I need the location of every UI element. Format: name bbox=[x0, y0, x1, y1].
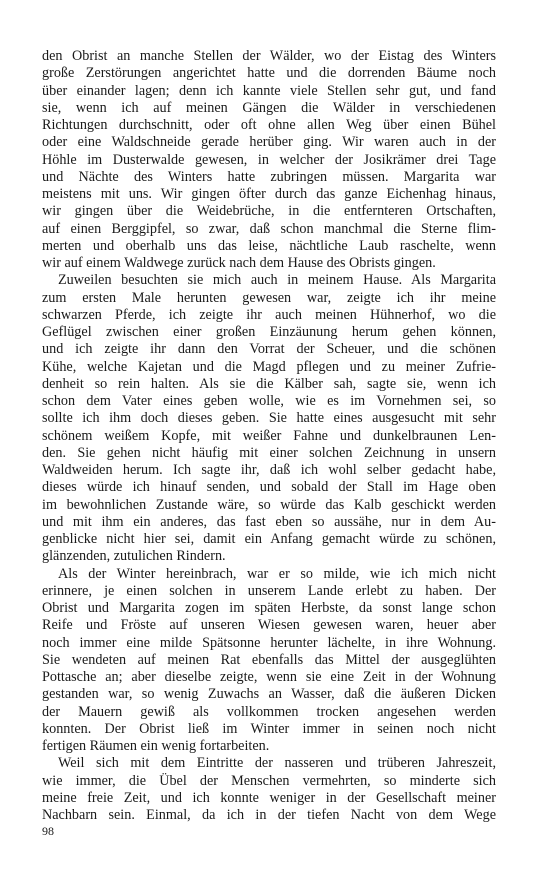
text-line: schon dem Vater eines geben wolle, wie es im Vornehmen sei, so bbox=[42, 393, 496, 409]
text-line: Nachbarn sein. Einmal, da ich in der tiefen Nacht von dem Wege bbox=[42, 807, 496, 823]
text-line: dieses würde ich hinauf senden, und sobald der Stall im Hage oben bbox=[42, 479, 496, 496]
text-line: zum ersten Male herunten gewesen war, zeigte ich ihr meine bbox=[42, 289, 496, 306]
text-line: schönem weißem Kopfe, mit weißer Fahne und dunkelbraunen Len- bbox=[42, 427, 496, 444]
text-line: oder eine Waldschneide gerade herüber ging. Wir waren auch in der bbox=[42, 134, 496, 151]
text-line: fertigen Räumen ein wenig fortarbeiten. bbox=[42, 738, 270, 754]
text-line: Reife und Fröste auf unseren Wiesen gewesen waren, heuer aber bbox=[42, 617, 496, 634]
text-line: Kühe, welche Kajetan und die Magd pflegen und zu meiner Zufrie- bbox=[42, 358, 496, 375]
text-line: Sie wendeten auf meinen Rat ebenfalls das Mittel der ausgeglühten bbox=[42, 651, 496, 668]
text-line: auf einen Berggipfel, so zwar, daß schon manchmal die Sterne flim- bbox=[42, 220, 496, 237]
text-line: wir auf einem Waldwege zurück nach dem Hause des Obrists gingen. bbox=[42, 255, 436, 271]
text-line: sollte ich ihm doch dieses geben. Sie hatte eines ausgesucht mit sehr bbox=[42, 410, 496, 427]
text-line: Waldweiden herum. Ich sagte ihr, daß ich wohl selber gedacht habe, bbox=[42, 462, 496, 478]
text-line: Als der Winter hereinbrach, war er so milde, wie ich mich nicht bbox=[58, 565, 496, 582]
text-line: gestanden war, so wenig Zuwachs an Wasser, daß die äußeren Dicken bbox=[42, 686, 496, 703]
text-line: glänzenden, zutulichen Rindern. bbox=[42, 548, 226, 565]
text-line: sie, wenn ich auf meinen Gängen die Wälder in verschiedenen bbox=[42, 99, 496, 116]
text-line: im bewohnlichen Zustande wäre, so würde das Kalb geschickt werden bbox=[42, 496, 496, 513]
text-line: schwarzen Pferde, ich zeigte ihr auch meinen Hühnerhof, wo die bbox=[42, 306, 496, 323]
text-line: und ich zeigte ihr dann den Vorrat der Scheuer, und die schönen bbox=[42, 341, 496, 358]
text-line: große Zerstörungen angerichtet hatte und die dorrenden Bäume noch bbox=[42, 65, 496, 82]
text-line: Obrist und Margarita zogen im späten Herbste, da sonst lange schon bbox=[42, 600, 496, 616]
body-text bbox=[42, 48, 496, 824]
text-line: noch immer eine milde Spätsonne herunter lächelte, in ihre Wohnung. bbox=[42, 634, 496, 651]
text-line: den Obrist an manche Stellen der Wälder, wo der Eistag des Winters bbox=[42, 48, 496, 64]
text-line: denheit so rein halten. Als sie die Kälber sah, sagte sie, wenn ich bbox=[42, 375, 496, 392]
text-line: Höhle im Dusterwalde gewesen, in welcher der Josikrämer drei Tage bbox=[42, 151, 496, 168]
text-line: meine freie Zeit, und ich konnte weniger in der Gesellschaft meiner bbox=[42, 789, 496, 806]
text-line: Pottasche an; aber dieselbe zeigte, wenn sie eine Zeit in der Wohnung bbox=[42, 669, 496, 685]
text-line: meistens mit uns. Wir gingen öfter durch das ganze Eichenhag hinaus, bbox=[42, 186, 496, 202]
text-line: über einander lagen; denn ich kannte viele Stellen sehr gut, und fand bbox=[42, 82, 496, 99]
text-line: und mit ihm ein anderes, das fast eben so aussähe, nur in dem Au- bbox=[42, 513, 496, 530]
text-line: genblicke nicht hier sei, damit ein Anfang gemacht würde zu schönen, bbox=[42, 531, 496, 547]
text-line: merten und oberhalb uns das leise, nächtliche Laub raschelte, wenn bbox=[42, 237, 496, 254]
text-line: wir gingen über die Weidebrüche, in die entfernteren Ortschaften, bbox=[42, 203, 496, 220]
text-line: den. Sie gehen nicht häufig mit einer solchen Zeichnung in unsern bbox=[42, 444, 496, 461]
text-line: Zuweilen besuchten sie mich auch in meinem Hause. Als Margarita bbox=[58, 272, 496, 289]
text-line: der Mauern gewiß als vollkommen trocken angesehen werden bbox=[42, 703, 496, 720]
text-line: konnten. Der Obrist ließ im Winter immer in seinen noch nicht bbox=[42, 720, 496, 737]
text-line: Geflügel zwischen einer großen Einzäunung herum gehen können, bbox=[42, 324, 496, 340]
page-number: 98 bbox=[42, 824, 54, 838]
text-line: Richtungen durchschnitt, oder oft ohne allen Weg über einen Bühel bbox=[42, 117, 496, 133]
text-line: wie immer, die Übel der Menschen vermehrten, so minderte sich bbox=[42, 772, 496, 789]
text-line: und Nächte des Winters hatte zubringen müssen. Margarita war bbox=[42, 168, 496, 185]
text-line: Weil sich mit dem Eintritte der nasseren und trüberen Jahreszeit, bbox=[58, 755, 496, 772]
text-line: erinnere, je einen solchen in unserem Lande erlebt zu haben. Der bbox=[42, 582, 496, 599]
